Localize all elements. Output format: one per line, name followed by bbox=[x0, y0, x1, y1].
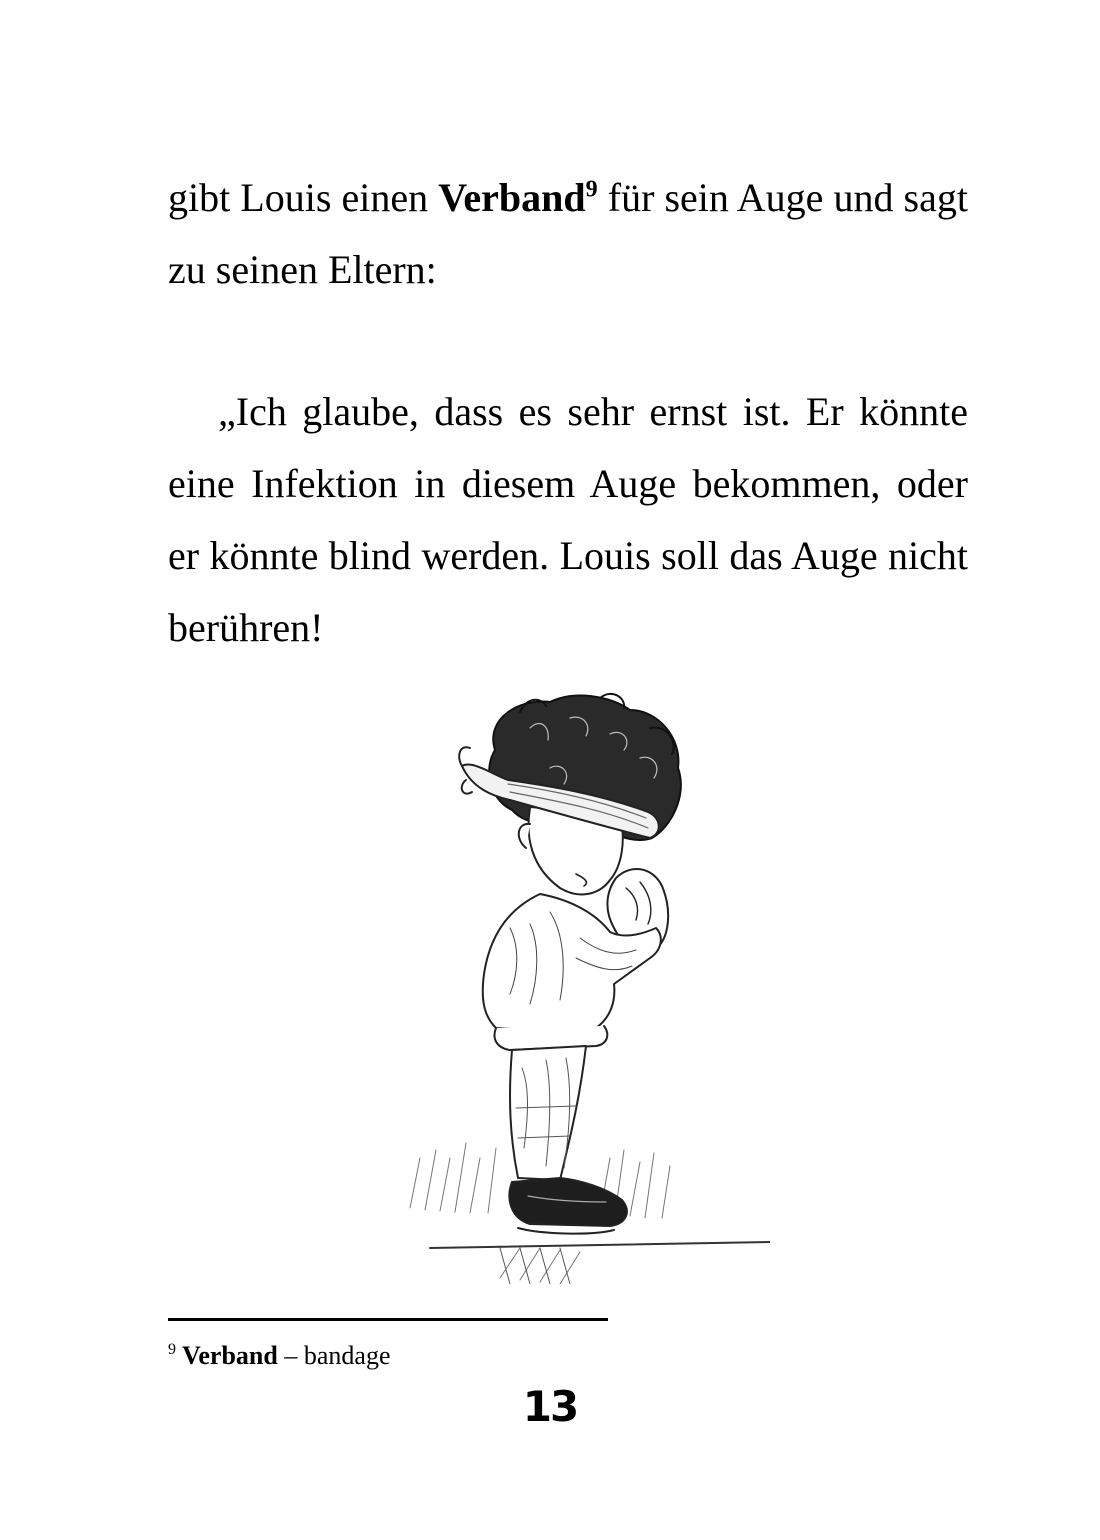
page-number: 13 bbox=[522, 1382, 578, 1431]
body-text bbox=[168, 162, 968, 664]
boy-with-bandage-illustration bbox=[400, 688, 770, 1284]
paragraph-1-end: für sein Auge und sagt zu seinen Eltern: bbox=[168, 175, 968, 292]
footnote-number: 9 bbox=[168, 1341, 176, 1359]
footnote-definition: – bandage bbox=[277, 1341, 391, 1370]
paragraph-1 bbox=[168, 162, 968, 306]
paragraph-1-start: gibt Louis einen bbox=[168, 175, 439, 220]
footnote bbox=[168, 1340, 390, 1372]
footnote-term: Verband bbox=[182, 1341, 278, 1370]
paragraph-2: „Ich glaube, dass es sehr ernst ist. Er könnte eine Infektion in diesem Auge bekommen, oder er könnte blind werden. Louis soll das Auge nicht berühren! bbox=[168, 389, 968, 650]
footnote-divider bbox=[168, 1318, 608, 1321]
footnote-ref[interactable]: 9 bbox=[585, 176, 598, 203]
vocab-term: Verband bbox=[438, 175, 586, 220]
